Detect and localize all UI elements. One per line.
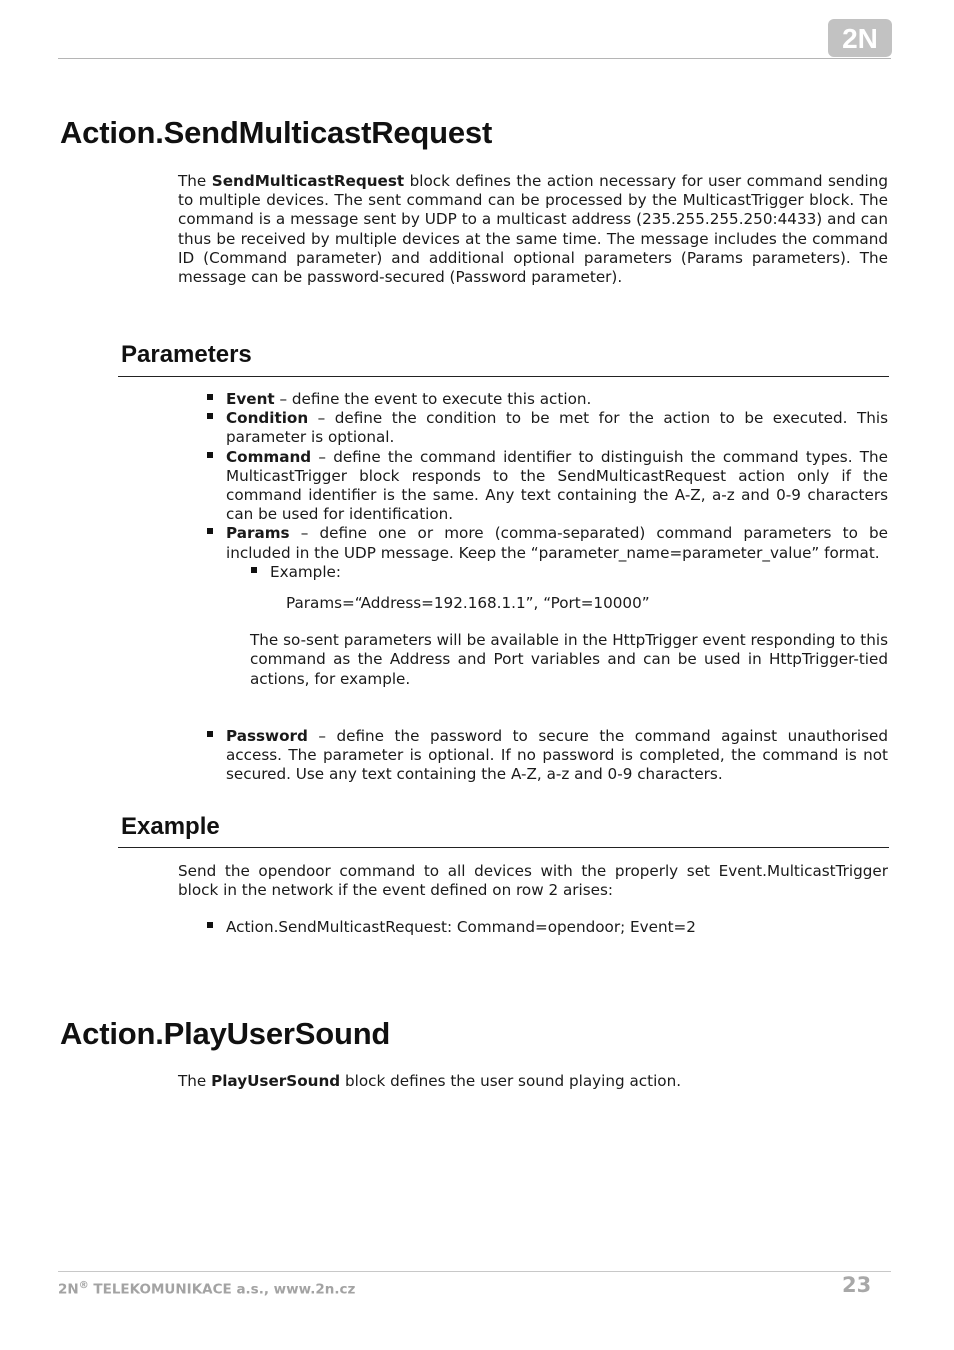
example-divider bbox=[118, 847, 889, 848]
example-paragraph: Send the opendoor command to all devices with the properly set Event.MulticastTrigger block in the network if the event defined on row 2 arises: bbox=[178, 862, 888, 900]
param-command: Command – define the command identifier to distinguish the command types. The MulticastTrigger block responds to the SendMulticastRequest action only if the command identifier is the same. Any text containing the A-Z, a-z and 0-9 characters can be used for identification. bbox=[206, 448, 888, 525]
2n-logo bbox=[828, 19, 892, 57]
example-bullet: Action.SendMulticastRequest: Command=opendoor; Event=2 bbox=[206, 918, 888, 937]
params-example-label: Example: bbox=[250, 563, 888, 582]
page-number: 23 bbox=[842, 1273, 872, 1297]
param-condition: Condition – define the condition to be met for the action to be executed. This parameter is optional. bbox=[206, 409, 888, 447]
footer-company: 2N® TELEKOMUNIKACE a.s., www.2n.cz bbox=[58, 1280, 356, 1298]
intro-paragraph: The SendMulticastRequest block defines the action necessary for user command sending to multiple devices. The sent command can be processed by the MulticastTrigger block. The command is a message sent by UDP to a multicast address (235.255.255.250:4433) and can thus be received by multiple devices at the same time. The message includes the command ID (Command parameter) and additional optional parameters (Params parameters). The message can be password-secured (Password parameter). bbox=[178, 172, 889, 287]
params-example-code: Params=“Address=192.168.1.1”, “Port=10000” bbox=[286, 594, 650, 613]
parameters-heading: Parameters bbox=[121, 341, 252, 368]
example-heading: Example bbox=[121, 813, 220, 840]
registered-mark: ® bbox=[78, 1280, 89, 1291]
params-example-list bbox=[226, 563, 888, 582]
section-title-send-multicast: Action.SendMulticastRequest bbox=[60, 115, 493, 150]
params-note: The so-sent parameters will be available in the HttpTrigger event responding to this command as the Address and Port variables and can be used in HttpTrigger-tied actions, for example. bbox=[250, 631, 888, 688]
logo-text: 2N bbox=[842, 23, 878, 54]
example-list bbox=[206, 918, 888, 937]
header-divider bbox=[58, 58, 891, 59]
param-password: Password – define the password to secure the command against unauthorised access. The parameter is optional. If no password is completed, the command is not secured. Use any text containing the A-Z, a-z and 0-9 characters. bbox=[206, 727, 888, 785]
section-title-play-user-sound: Action.PlayUserSound bbox=[60, 1016, 391, 1051]
footer-divider bbox=[58, 1271, 891, 1272]
param-params: Params – define one or more (comma-separated) command parameters to be included in the UDP message. Keep the “parameter_name=parameter_value” format. Example: Params=“Address=192.168.1.1”, “Port=10000” The so-sent parameters will be available in the HttpTrigger event responding to this command as the Address and Port variables and can be used in HttpTrigger-tied actions, for example. bbox=[206, 524, 888, 688]
play-user-sound-paragraph: The PlayUserSound block defines the user sound playing action. bbox=[178, 1072, 682, 1090]
parameters-divider bbox=[118, 376, 889, 377]
param-event: Event – define the event to execute this action. bbox=[206, 390, 888, 409]
parameters-list bbox=[206, 390, 888, 689]
parameters-list-password bbox=[206, 727, 888, 785]
